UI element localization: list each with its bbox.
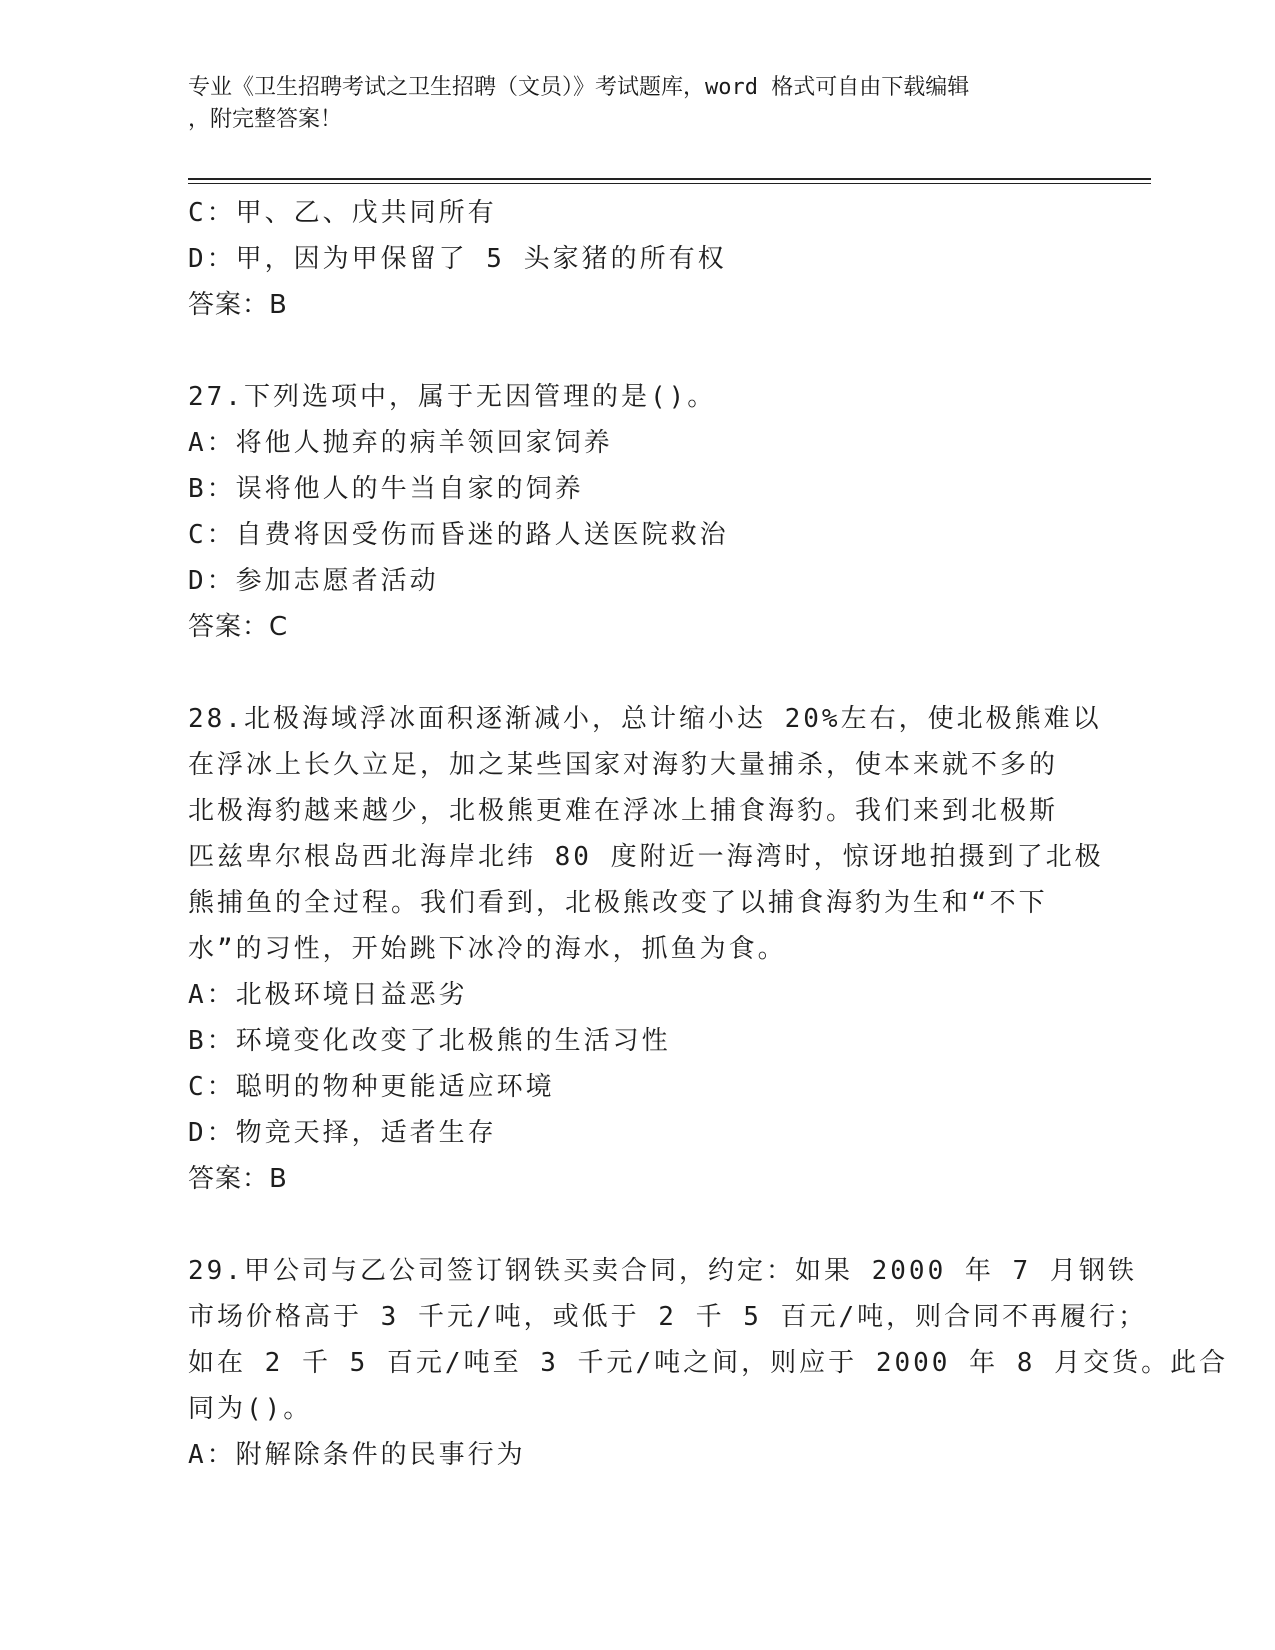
spacer	[188, 650, 1078, 696]
question-stem-line: 29.甲公司与乙公司签订钢铁买卖合同，约定：如果 2000 年 7 月钢铁	[188, 1256, 1137, 1286]
option-d: D：甲，因为甲保留了 5 头家猪的所有权	[188, 244, 727, 274]
option-c: C：聪明的物种更能适应环境	[188, 1072, 555, 1102]
question-stem-line: 北极海豹越来越少，北极熊更难在浮冰上捕食海豹。我们来到北极斯	[188, 796, 1059, 826]
question-stem-line: 熊捕鱼的全过程。我们看到，北极熊改变了以捕食海豹为生和“不下	[188, 888, 1048, 918]
header-divider-thick	[188, 178, 1151, 180]
question-stem-line: 如在 2 千 5 百元/吨至 3 千元/吨之间，则应于 2000 年 8 月交货。此合	[188, 1348, 1229, 1378]
question-stem-line: 同为()。	[188, 1394, 313, 1424]
option-a: A：北极环境日益恶劣	[188, 980, 468, 1010]
option-d: D：物竞天择，适者生存	[188, 1118, 497, 1148]
question-stem-line: 匹兹卑尔根岛西北海岸北纬 80 度附近一海湾时，惊讶地拍摄到了北极	[188, 842, 1104, 872]
option-c: C：自费将因受伤而昏迷的路人送医院救治	[188, 520, 729, 550]
question-26-tail	[188, 190, 1078, 328]
question-29	[188, 1248, 1229, 1478]
answer-label: 答案：C	[188, 612, 289, 642]
option-b: B：环境变化改变了北极熊的生活习性	[188, 1026, 671, 1056]
question-stem: 27.下列选项中，属于无因管理的是()。	[188, 382, 717, 412]
question-28	[188, 696, 1104, 1202]
question-stem-line: 市场价格高于 3 千元/吨，或低于 2 千 5 百元/吨，则合同不再履行；	[188, 1302, 1148, 1332]
option-d: D：参加志愿者活动	[188, 566, 439, 596]
answer-label: 答案：B	[188, 1164, 288, 1194]
option-c: C：甲、乙、戊共同所有	[188, 198, 497, 228]
question-stem-line: 在浮冰上长久立足，加之某些国家对海豹大量捕杀，使本来就不多的	[188, 750, 1059, 780]
question-stem-line: 28.北极海域浮冰面积逐渐减小，总计缩小达 20%左右，使北极熊难以	[188, 704, 1102, 734]
question-stem-line: 水”的习性，开始跳下冰冷的海水，抓鱼为食。	[188, 934, 787, 964]
answer-label: 答案：B	[188, 290, 288, 320]
spacer	[188, 328, 1078, 374]
header-line-1: 专业《卫生招聘考试之卫生招聘（文员）》考试题库，word 格式可自由下载编辑	[188, 75, 970, 100]
question-27	[188, 374, 1078, 650]
option-b: B：误将他人的牛当自家的饲养	[188, 474, 584, 504]
document-header	[188, 72, 1078, 136]
option-a: A：附解除条件的民事行为	[188, 1440, 526, 1470]
header-divider-thin	[188, 183, 1151, 184]
spacer	[188, 1202, 1078, 1248]
document-body	[188, 190, 1229, 1478]
header-line-2: ，附完整答案！	[188, 107, 343, 132]
option-a: A：将他人抛弃的病羊领回家饲养	[188, 428, 613, 458]
